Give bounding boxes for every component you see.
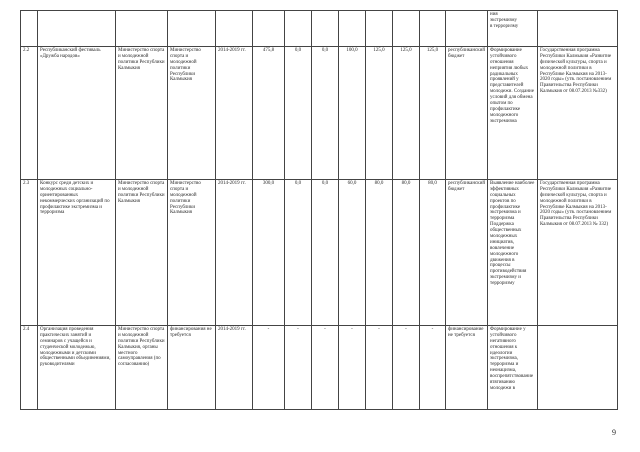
- row-number: 2.4: [21, 326, 38, 410]
- value-year: 0,0: [312, 180, 339, 326]
- expected-result: Выявление наиболее эффективных социальных проектов по профилактике экстремизма и терроризма Поддержка общественных молодежных инициатив, вовлечение молодежного движения в процессы противодействия экстремизму и терроризму: [488, 180, 538, 326]
- value-year: -: [312, 326, 339, 410]
- period-cell: 2014-2019 гг.: [216, 180, 253, 326]
- value-year: 80,0: [366, 180, 393, 326]
- value-total: 475,8: [253, 47, 285, 180]
- measure-name: Организация проведения практических занятий и семинаров с учащейся и студенческой молодежью, молодежными и детскими общественными объединениями, руководителями: [38, 326, 116, 410]
- measure-name: Республиканский фестиваль «Дружба народов»: [38, 47, 116, 180]
- measure-name: Конкурс среди детских и молодежных социально-ориентированных некоммерческих организаций по профилактике экстремизма и терроризма: [38, 180, 116, 326]
- value-year: 125,0: [420, 47, 446, 180]
- value-year: -: [393, 326, 420, 410]
- table-row: [21, 180, 618, 326]
- fragment-line: экстремизму: [490, 17, 518, 23]
- result-fragment-cell: [488, 11, 538, 47]
- value-year: 80,0: [420, 180, 446, 326]
- fragment-line: в терроризму: [490, 23, 519, 29]
- state-program: Государственная программа Республики Калмыкия «Развитие физической культуры, спорта и молодежной политики в Республике Калмыкия на 2013-2020 годы» (утв. постановлением Правительства Республики Калмыкия от 08.07.2013 № 332): [538, 180, 618, 326]
- table-row-fragment: [21, 11, 618, 47]
- value-year: 60,0: [339, 180, 366, 326]
- value-year: 125,0: [366, 47, 393, 180]
- value-year: 100,0: [339, 47, 366, 180]
- state-program: Государственная программа Республики Калмыкия «Развитие физической культуры, спорта и молодежной политики в Республике Калмыкия на 2013-2020 годы» (утв. постановлением Правительства Республики Калмыкия от 08.07.2013 №332): [538, 47, 618, 180]
- row-number: 2.2: [21, 47, 38, 180]
- period-cell: 2014-2019 гг.: [216, 326, 253, 410]
- expected-result: Формирование устойчивого отношения неприятия любых радикальных проявлений у представителей молодежи. Создание условий для обмена опытом по профилактике молодежного экстремизма: [488, 47, 538, 180]
- funding-source: финансирование не требуется: [446, 326, 488, 410]
- value-total: 300,0: [253, 180, 285, 326]
- executor-cell: Министерство спорта и молодежной политики Республики Калмыкия: [116, 47, 168, 180]
- customer-cell: Министерство спорта и молодежной политики Республики Калмыкия: [168, 180, 216, 326]
- period-cell: 2014-2019 гг.: [216, 47, 253, 180]
- value-total: -: [253, 326, 285, 410]
- value-year: 0,0: [285, 180, 312, 326]
- customer-cell: финансирования не требуется: [168, 326, 216, 410]
- value-year: -: [420, 326, 446, 410]
- program-table: [20, 10, 618, 410]
- fragment-line: ния: [490, 12, 498, 17]
- funding-source: республиканский бюджет: [446, 180, 488, 326]
- table-row: [21, 47, 618, 180]
- value-year: -: [285, 326, 312, 410]
- row-number: 2.3: [21, 180, 38, 326]
- executor-cell: Министерство спорта и молодежной политики Республики Калмыкия: [116, 180, 168, 326]
- value-year: 0,0: [285, 47, 312, 180]
- value-year: 0,0: [312, 47, 339, 180]
- table-row: [21, 326, 618, 410]
- value-year: -: [366, 326, 393, 410]
- value-year: -: [339, 326, 366, 410]
- value-year: 125,0: [393, 47, 420, 180]
- state-program: [538, 326, 618, 410]
- value-year: 80,0: [393, 180, 420, 326]
- customer-cell: Министерство спорта и молодежной политики Республики Калмыкия: [168, 47, 216, 180]
- expected-result: Формирование у устойчивого негативного отношения к идеологии экстремизма, терроризма и неонацизма, воспрепятствование втягиванию молодежи в: [488, 326, 538, 410]
- page-number: 9: [612, 428, 616, 437]
- executor-cell: Министерство спорта и молодежной политики Республики Калмыкия, органы местного самоуправления (по согласованию): [116, 326, 168, 410]
- funding-source: республиканский бюджет: [446, 47, 488, 180]
